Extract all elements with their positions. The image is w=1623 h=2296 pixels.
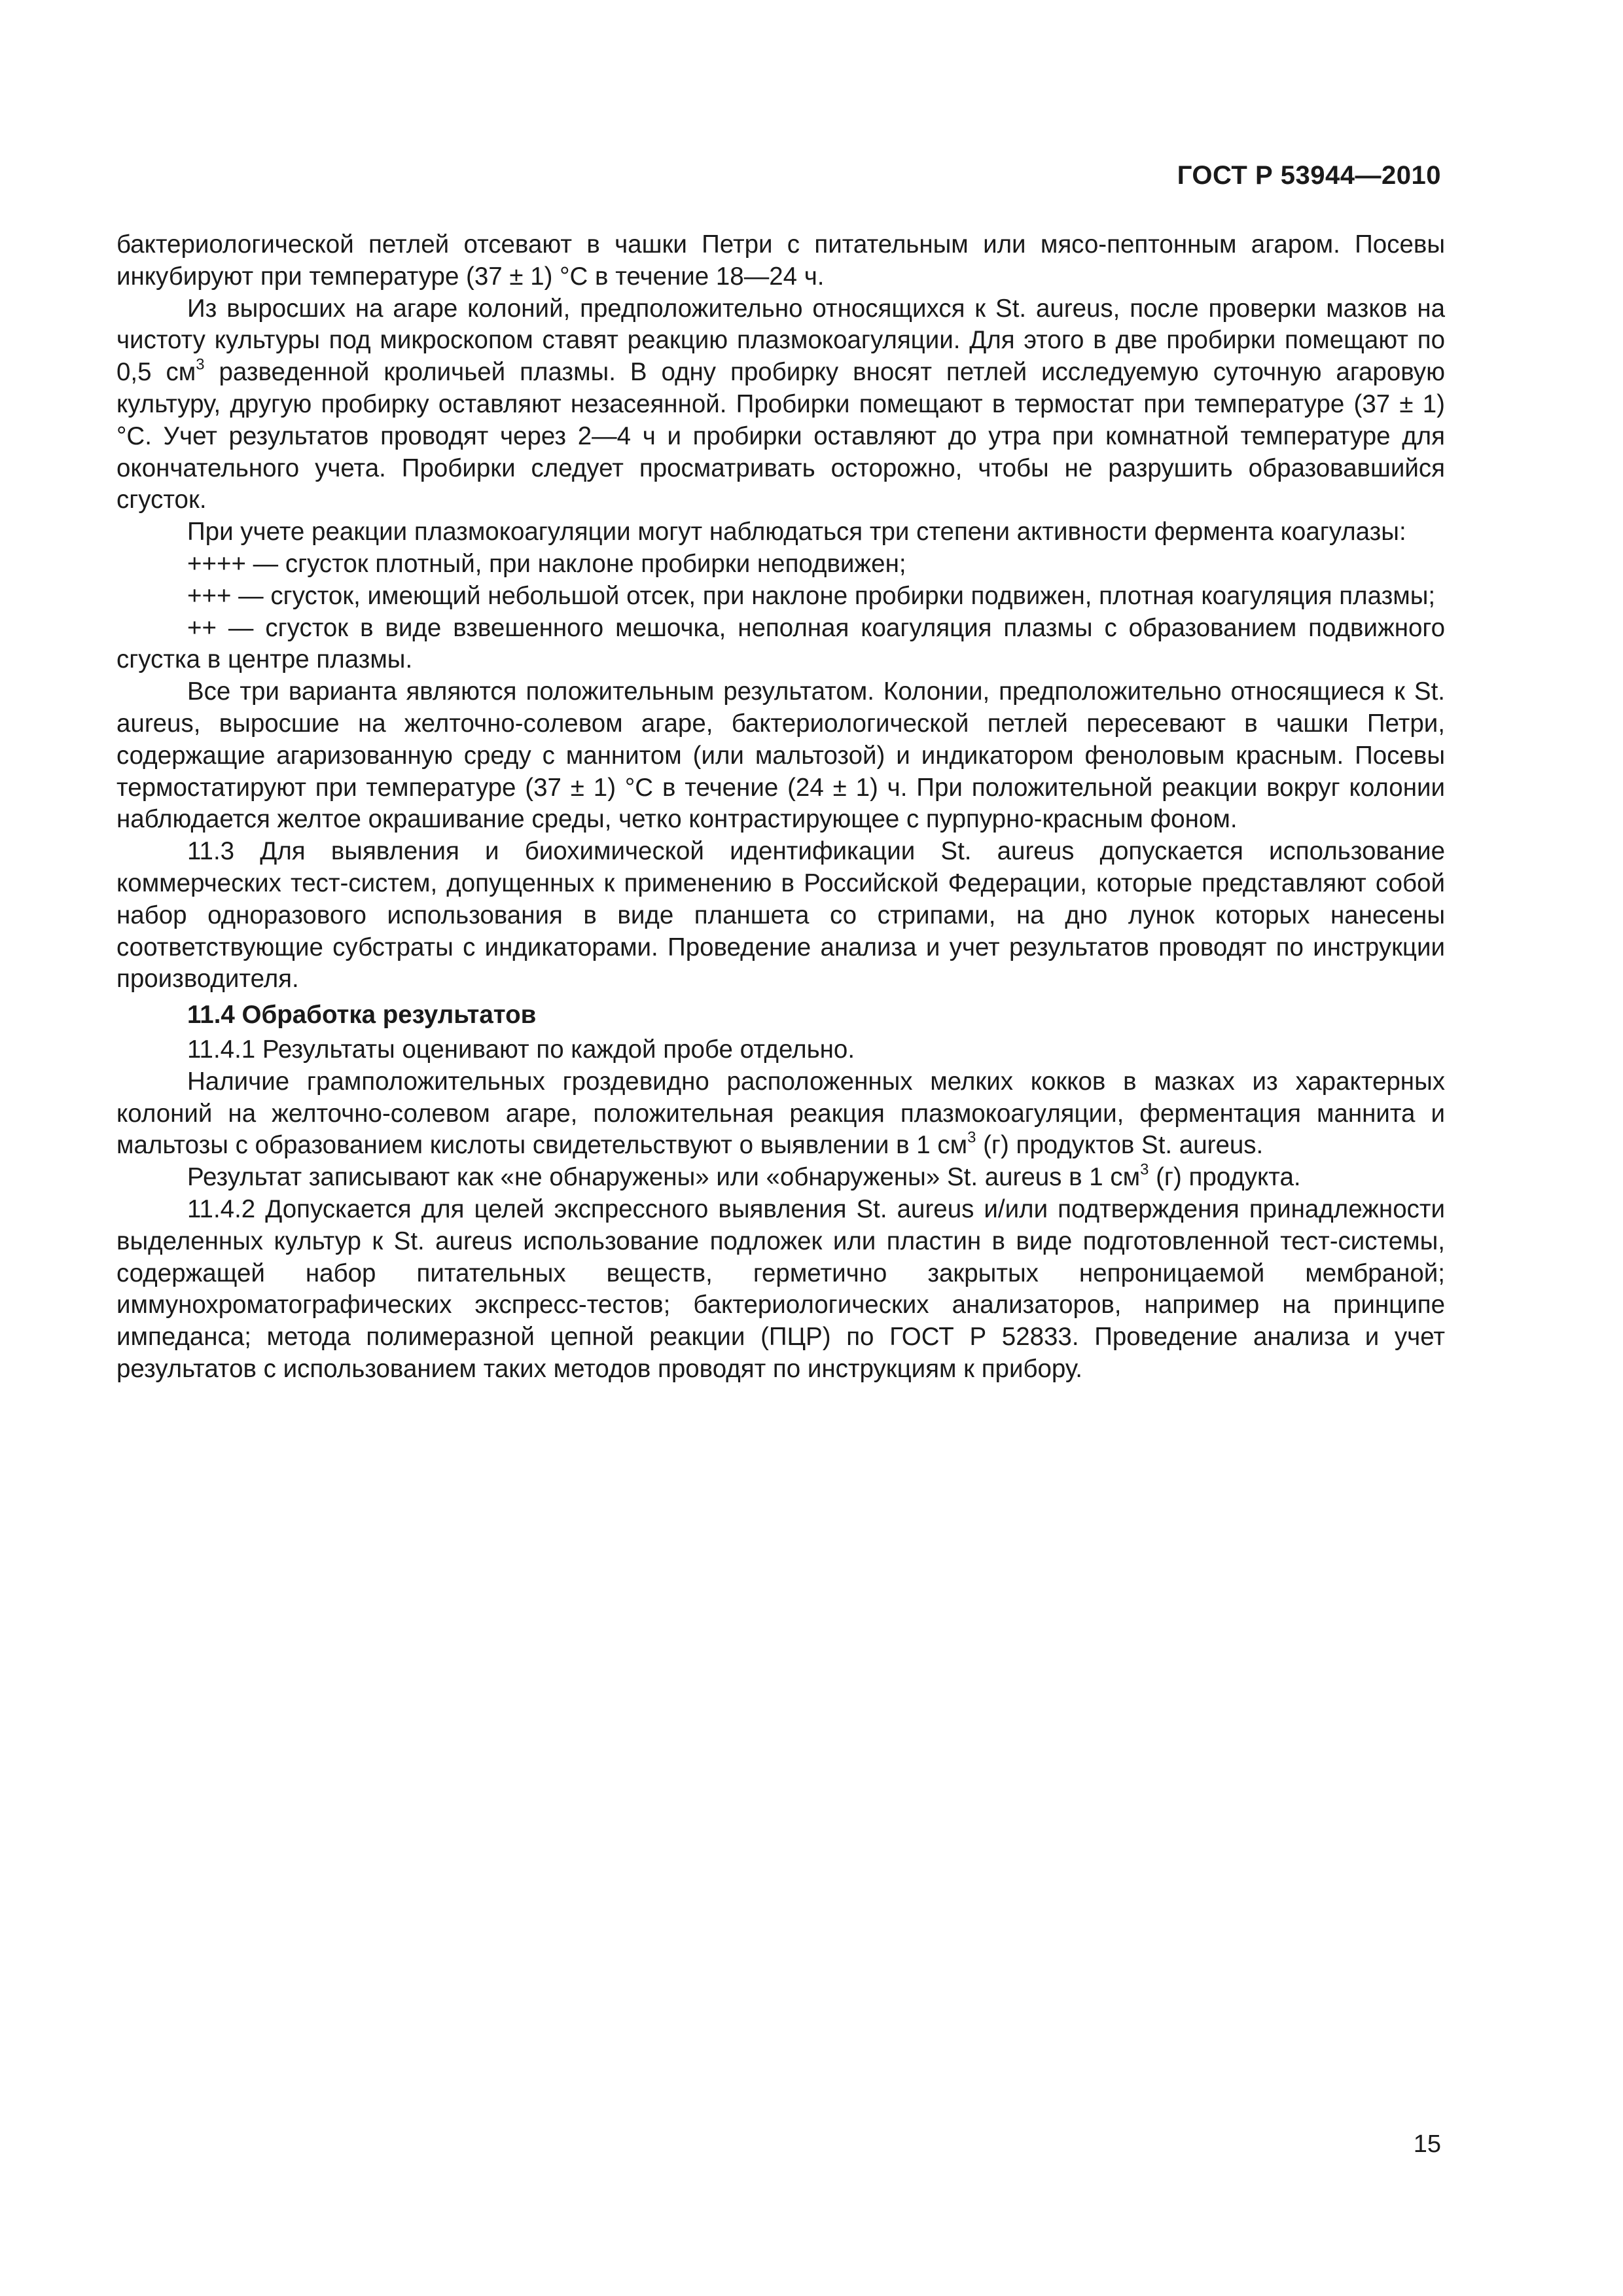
list-item-three-plus: +++ — сгусток, имеющий небольшой отсек, при наклоне пробирки подвижен, плотная коагуляция плазмы;	[187, 581, 1436, 610]
paragraph-evaluation	[116, 1066, 1445, 1162]
superscript: 3	[1140, 1160, 1149, 1179]
paragraph-11-3: 11.3 Для выявления и биохимической идентификации St. aureus допускается использование коммерческих тест-систем, допущенных к применению в Российской Федерации, которые представляют собой набор одноразового использования в виде планшета со стрипами, на дно лунок которых нанесены соответствующие субстраты с индикаторами. Проведение анализа и учет результатов проводят по инструкции производителя.	[116, 837, 1445, 994]
paragraph-11-4-1: 11.4.1 Результаты оценивают по каждой пробе отдельно.	[187, 1035, 855, 1064]
text-run: Наличие грамположительных гроздевидно расположенных мелких кокков в мазках из характерных колоний на желточно-солевом агаре, положительная реакция плазмокоагуляции, ферментация маннита и мальтозы с образованием кислоты свидетельствуют о выявлении в 1 см	[116, 1067, 1445, 1160]
paragraph-positive-result: Все три варианта являются положительным результатом. Колонии, предположительно относящиеся к St. aureus, выросшие на желточно-солевом агаре, бактериологической петлей пересевают в чашки Петри, содержащие агаризованную среду с маннитом (или мальтозой) и индикатором феноловым красным. Посевы термостатируют при температуре (37 ± 1) °С в течение (24 ± 1) ч. При положительной реакции вокруг колонии наблюдается желтое окрашивание среды, четко контрастирующее с пурпурно-красным фоном.	[116, 677, 1445, 834]
text-run: (г) продуктов St. aureus.	[976, 1131, 1264, 1160]
paragraph-11-4-2: 11.4.2 Допускается для целей экспрессного выявления St. aureus и/или подтверждения принадлежности выделенных культур к St. aureus использование подложек или пластин в виде подготовленной тест-системы, содержащей набор питательных веществ, герметично закрытых непроницаемой мембраной; иммунохроматографических экспресс-тестов; бактериологических анализаторов, например на принципе импеданса; метода полимеразной цепной реакции (ПЦР) по ГОСТ Р 52833. Проведение анализа и учет результатов с использованием таких методов проводят по инструкциям к прибору.	[116, 1194, 1445, 1383]
paragraph-result-record	[116, 1162, 1445, 1194]
list-item-two-plus: ++ — сгусток в виде взвешенного мешочка, неполная коагуляция плазмы с образованием подвижного сгустка в центре плазмы.	[116, 613, 1445, 674]
page-number: 15	[1413, 2130, 1441, 2158]
text-run: Результат записывают как «не обнаружены» или «обнаружены» St. aureus в 1 см	[187, 1163, 1141, 1192]
superscript: 3	[196, 355, 205, 374]
text-run: Из выросших на агаре колоний, предположительно относящихся к St. aureus, после проверки мазков на чистоту культуры под микроскопом ставят реакцию плазмокоагуляции. Для этого в две пробирки помещают по 0,5 см	[116, 294, 1445, 387]
standard-code-header: ГОСТ Р 53944—2010	[1177, 161, 1441, 190]
list-item-four-plus: ++++ — сгусток плотный, при наклоне пробирки неподвижен;	[187, 549, 906, 578]
paragraph-coagulase-intro: При учете реакции плазмокоагуляции могут наблюдаться три степени активности фермента коагулазы:	[187, 518, 1406, 547]
document-body	[116, 229, 1445, 1386]
text-run: (г) продукта.	[1149, 1163, 1301, 1192]
superscript: 3	[967, 1128, 976, 1147]
paragraph-plasmocoagulation	[116, 293, 1445, 517]
paragraph-continuation: бактериологической петлей отсевают в чашки Петри с питательным или мясо-пептонным агаром. Посевы инкубируют при температуре (37 ± 1) °С в течение 18—24 ч.	[116, 230, 1445, 291]
text-run: разведенной кроличьей плазмы. В одну пробирку вносят петлей исследуемую суточную агаровую культуру, другую пробирку оставляют незасеянной. Пробирки помещают в термостат при температуре (37 ± 1) °С. Учет результатов проводят через 2—4 ч и пробирки оставляют до утра при комнатной температуре для окончательного учета. Пробирки следует просматривать осторожно, чтобы не разрушить образовавшийся сгусток.	[116, 358, 1445, 514]
section-heading-11-4: 11.4 Обработка результатов	[187, 1001, 537, 1030]
